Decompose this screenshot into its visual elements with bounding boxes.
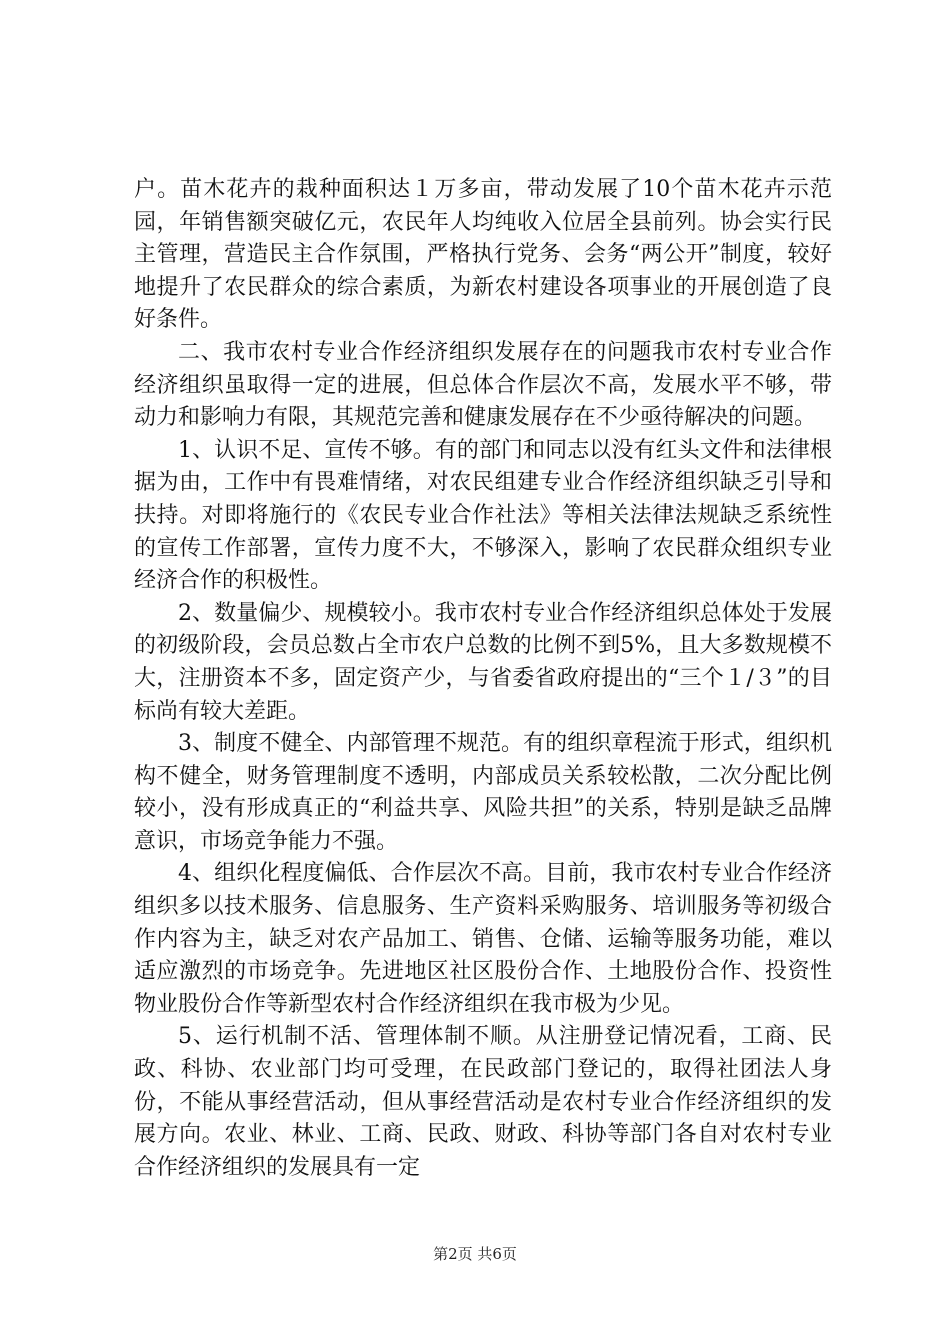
paragraph-item-2: 2、数量偏少、规模较小。我市农村专业合作经济组织总体处于发展的初级阶段，会员总数占全市农户总数的比例不到5%，且大多数规模不大，注册资本不多，固定资产少，与省委省政府提出的“三个１/３”的目标尚有较大差距。 [134, 600, 832, 724]
paragraph-item-1: 1、认识不足、宣传不够。有的部门和同志以没有红头文件和法律根据为由，工作中有畏难情绪，对农民组建专业合作经济组织缺乏引导和扶持。对即将施行的《农民专业合作社法》等相关法律法规缺乏系统性的宣传工作部署，宣传力度不大，不够深入，影响了农民群众组织专业经济合作的积极性。 [134, 437, 832, 594]
paragraph-item-5: 5、运行机制不活、管理体制不顺。从注册登记情况看，工商、民政、科协、农业部门均可受理，在民政部门登记的，取得社团法人身份，不能从事经营活动，但从事经营活动是农村专业合作经济组织的发展方向。农业、林业、工商、民政、财政、科协等部门各自对农村专业合作经济组织的发展具有一定 [134, 1024, 832, 1180]
paragraph-item-4: 4、组织化程度偏低、合作层次不高。目前，我市农村专业合作经济组织多以技术服务、信息服务、生产资料采购服务、培训服务等初级合作内容为主，缺乏对农产品加工、销售、仓储、运输等服务功能，难以适应激烈的市场竞争。先进地区社区股份合作、土地股份合作、投资性物业股份合作等新型农村合作经济组织在我市极为少见。 [134, 861, 832, 1017]
page-footer: 第2页 共6页 [433, 1245, 517, 1263]
document-body [134, 174, 832, 1184]
paragraph-section-two-heading: 二、我市农村专业合作经济组织发展存在的问题我市农村专业合作经济组织虽取得一定的进展，但总体合作层次不高，发展水平不够，带动力和影响力有限，其规范完善和健康发展存在不少亟待解决的问题。 [134, 339, 832, 431]
paragraph-continuation: 户。苗木花卉的栽种面积达１万多亩，带动发展了10个苗木花卉示范园，年销售额突破亿元，农民年人均纯收入位居全县前列。协会实行民主管理，营造民主合作氛围，严格执行党务、会务“两公开”制度，较好地提升了农民群众的综合素质，为新农村建设各项事业的开展创造了良好条件。 [134, 177, 832, 333]
paragraph-item-3: 3、制度不健全、内部管理不规范。有的组织章程流于形式，组织机构不健全，财务管理制度不透明，内部成员关系较松散，二次分配比例较小，没有形成真正的“利益共享、风险共担”的关系，特别是缺乏品牌意识，市场竞争能力不强。 [134, 731, 832, 854]
